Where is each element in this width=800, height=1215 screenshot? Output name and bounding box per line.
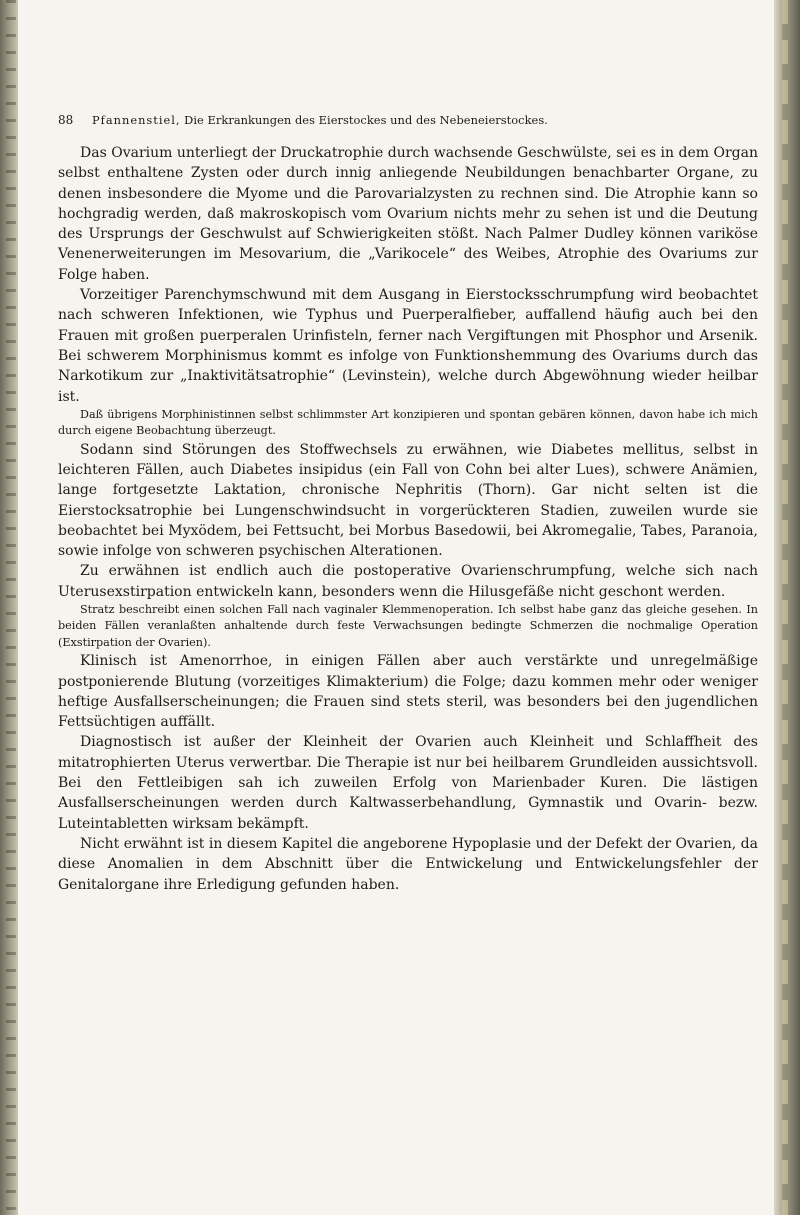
scan-left-speckle (6, 0, 16, 1215)
paragraph-klinisch: Klinisch ist Amenorrhoe, in einigen Fällen aber auch verstärkte und unregelmäßige postponierende Blutung (vorzeitiges Klimakterium) die Folge; dazu kommen mehr oder weniger heftige Ausfallserscheinungen; die Frauen sind stets steril, was besonders bei den jugendlichen Fettsüchtigen auffällt. (58, 653, 758, 731)
running-title (92, 113, 548, 127)
scan-right-band (782, 0, 788, 1215)
paragraph-stoffwechsel: Sodann sind Störungen des Stoffwechsels zu erwähnen, wie Diabetes mellitus, selbst in leichteren Fällen, auch Diabetes insipidus (ein Fall von Cohn bei alter Lues), schwere Anämien, lange fortgesetzte Laktation, chronische Nephritis (Thorn). Gar nicht selten ist die Eierstocksatrophie bei Lungenschwindsucht in vorgerückteren Stadien, zuweilen wurde sie beobachtet bei Myxödem, bei Fettsucht, bei Morbus Basedowii, bei Akromegalie, Tabes, Paranoia, sowie infolge von schweren psychischen Alterationen. (58, 441, 758, 560)
paragraph-parenchymschwund: Vorzeitiger Parenchymschwund mit dem Ausgang in Eierstocksschrumpfung wird beobachtet nach schweren Infektionen, wie Typhus und Puerperalfieber, auffallend häufig auch bei den Frauen mit großen puerperalen Urinfisteln, ferner nach Vergiftungen mit Phosphor und Arsenik. Bei schwerem Morphinismus kommt es infolge von Funktionshemmung des Ovariums durch das Narkotikum zur „Inaktivitätsatrophie“ (Levinstein), welche durch Abgewöhnung wieder heilbar ist. (58, 287, 758, 405)
running-head (58, 113, 758, 135)
paragraph-postoperative: Zu erwähnen ist endlich auch die postoperative Ovarienschrumpfung, welche sich nach Uterusexstirpation entwickeln kann, besonders wenn die Hilusgefäße nicht geschont werden. (58, 563, 758, 600)
paragraph-diagnostisch: Diagnostisch ist außer der Kleinheit der Ovarien auch Kleinheit und Schlaffheit des mitatrophierten Uterus verwertbar. Die Therapie ist nur bei heilbarem Grundleiden aussichtsvoll. Bei den Fettleibigen sah ich zuweilen Erfolg von Marienbader Kuren. Die lästigen Ausfallserscheinungen werden durch Kaltwasserbehandlung, Gymnastik und Ovarin- bezw. Luteintabletten wirksam bekämpft. (58, 734, 758, 832)
body-text (58, 143, 758, 895)
running-head-title: Die Erkrankungen des Eierstockes und des Nebeneierstockes. (184, 113, 548, 127)
paragraph-hypoplasie: Nicht erwähnt ist in diesem Kapitel die angeborene Hypoplasie und der Defekt der Ovarien, da diese Anomalien in dem Abschnitt über die Entwickelung und Entwickelungsfehler der Genitalorgane ihre Erledigung gefunden haben. (58, 835, 758, 893)
running-head-author: Pfannenstiel, (92, 113, 181, 127)
book-page (58, 113, 758, 895)
page-number: 88 (58, 113, 74, 127)
note-stratz: Stratz beschreibt einen solchen Fall nach vaginaler Klemmenoperation. Ich selbst habe ganz das gleiche gesehen. In beiden Fällen veranlaßten anhaltende durch feste Verwachsungen bedingte Schmerzen die nochmalige Operation (Exstirpation der Ovarien). (58, 603, 758, 649)
note-morphinistinnen: Daß übrigens Morphinistinnen selbst schlimmster Art konzipieren und spontan gebären können, davon habe ich mich durch eigene Beobachtung überzeugt. (58, 407, 758, 438)
paragraph-druckatrophie: Das Ovarium unterliegt der Druckatrophie durch wachsende Geschwülste, sei es in dem Organ selbst enthaltene Zysten oder durch innig anliegende Neubildungen benachbarter Organe, zu denen insbesondere die Myome und die Parovarialzysten zu rechnen sind. Die Atrophie kann so hochgradig werden, daß makroskopisch vom Ovarium nichts mehr zu sehen ist und die Deutung des Ursprungs der Geschwulst auf Schwierigkeiten stößt. Nach Palmer Dudley können variköse Venenerweiterungen im Mesovarium, die „Varikocele“ des Weibes, Atrophie des Ovariums zur Folge haben. (58, 145, 758, 283)
